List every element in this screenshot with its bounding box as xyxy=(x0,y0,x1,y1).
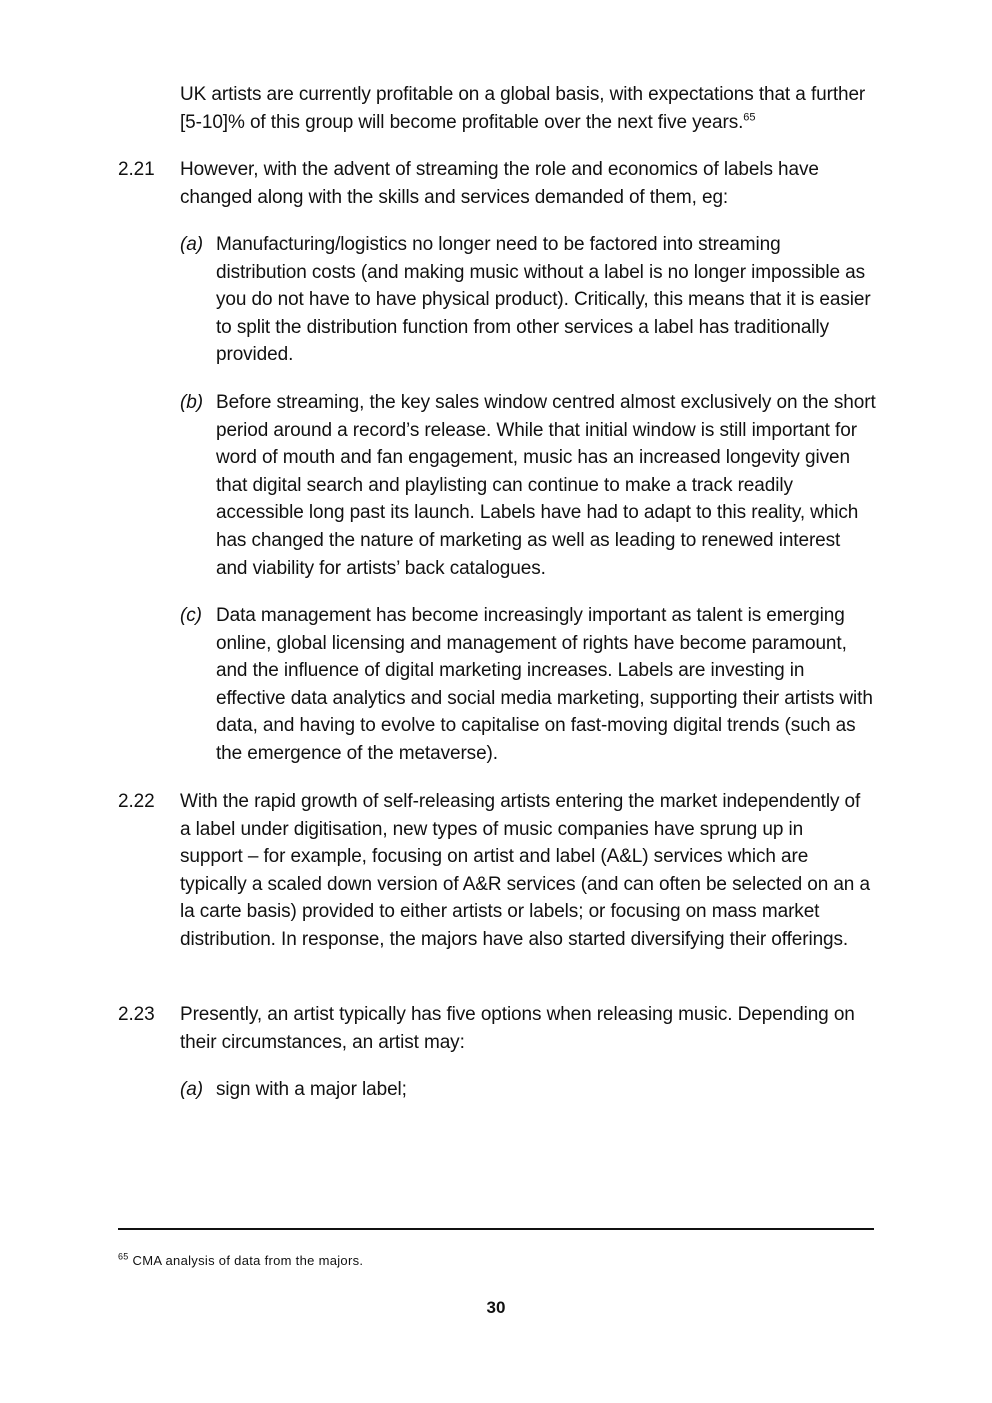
paragraph-number: 2.22 xyxy=(118,791,155,812)
list-item-2-21-c xyxy=(180,602,880,768)
paragraph-text: With the rapid growth of self-releasing artists entering the market independently of a label under digitisation, new types of music companies have sprung up in support – for example, focusing on artist and label (A&L) services which are typically a scaled down version of A&R services (and can often be selected on an a la carte basis) provided to either artists or labels; or focusing on mass market distribution. In response, the majors have also started diversifying their offerings. xyxy=(180,791,870,950)
footnote-separator xyxy=(118,1228,874,1230)
list-item-text: Before streaming, the key sales window centred almost exclusively on the short period around a record’s release. While that initial window is still important for word of mouth and fan engagement, music has an increased longevity given that digital search and playlisting can continue to make a track readily accessible long past its launch. Labels have had to adapt to this reality, which has changed the nature of marketing as well as leading to renewed interest and viability for artists’ back catalogues. xyxy=(216,392,876,579)
footnote-text: CMA analysis of data from the majors. xyxy=(132,1253,364,1268)
continuation-text: UK artists are currently profitable on a global basis, with expectations that a further [5-10]% of this group will become profitable over the next five years. xyxy=(180,84,866,133)
list-item-text: Manufacturing/logistics no longer need to be factored into streaming distribution costs (and making music without a label is no longer impossible as you do not have to have physical product). Critically, this means that it is easier to split the distribution function from other services a label has traditionally provided. xyxy=(216,234,871,366)
list-item-2-23-a xyxy=(180,1076,880,1104)
list-item-label: (b) xyxy=(180,392,203,413)
list-item-2-21-a xyxy=(180,231,880,369)
page-number: 30 xyxy=(486,1298,506,1317)
paragraph-2-22 xyxy=(118,788,878,954)
footnote-reference[interactable]: 65 xyxy=(743,111,756,124)
continuation-paragraph xyxy=(180,81,870,136)
list-item-text: sign with a major label; xyxy=(216,1079,407,1100)
paragraph-text: Presently, an artist typically has five options when releasing music. Depending on their circumstances, an artist may: xyxy=(180,1004,855,1053)
list-item-label: (a) xyxy=(180,1079,203,1100)
list-item-text: Data management has become increasingly important as talent is emerging online, global licensing and management of rights have become paramount, and the influence of digital marketing increases. Labels are investing in effective data analytics and social media marketing, supporting their artists with data, and having to evolve to capitalise on fast-moving digital trends (such as the emergence of the metaverse). xyxy=(216,605,873,764)
list-item-label: (c) xyxy=(180,605,202,626)
footnote xyxy=(118,1252,363,1270)
paragraph-2-23 xyxy=(118,1001,878,1056)
paragraph-number: 2.21 xyxy=(118,159,155,180)
paragraph-text: However, with the advent of streaming the role and economics of labels have changed along with the skills and services demanded of them, eg: xyxy=(180,159,819,208)
list-item-label: (a) xyxy=(180,234,203,255)
paragraph-2-21 xyxy=(118,156,878,211)
list-item-2-21-b xyxy=(180,389,880,582)
paragraph-number: 2.23 xyxy=(118,1004,155,1025)
footnote-number: 65 xyxy=(118,1251,129,1262)
